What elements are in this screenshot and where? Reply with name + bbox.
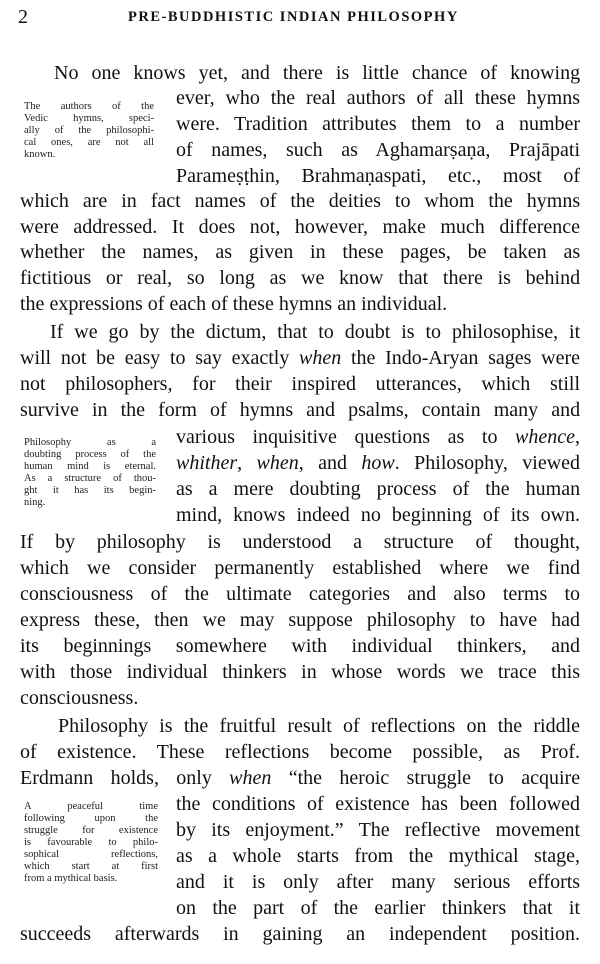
text-line: as a mere doubting process of the human [176,478,581,500]
text-line: succeeds afterwards in gaining an independent position. [20,923,581,945]
sidenote-line: cal ones, are not all [24,137,154,148]
text-line: were addressed. It does not, however, make much difference [20,216,581,238]
text-line: consciousness of the ultimate categories and also terms to [20,583,581,605]
sidenote [24,437,156,509]
text-line: which we consider permanently established where we find [20,557,580,579]
sidenote-line: Philosophy as a [24,437,156,448]
text-line: which are in fact names of the deities to whom the hymns [20,190,581,212]
text-line: as a whole starts from the mythical stage, [176,845,581,867]
running-head: PRE-BUDDHISTIC INDIAN PHILOSOPHY [128,9,459,25]
sidenote-line: ning. [24,497,46,508]
text-line: were. Tradition attributes them to a number [176,113,581,135]
text-line: on the part of the earlier thinkers that it [176,897,581,919]
text-line: whether the names, as given in these pages, be taken as [20,241,581,263]
sidenote [24,101,154,161]
text-line: Parameṣṭhin, Brahmaṇaspati, etc., most of [176,165,581,187]
sidenote-line: A peaceful time [24,801,158,812]
text-line: and it is only after many serious efforts [176,871,581,893]
text-line: of existence. These reflections become possible, as Prof. [20,741,581,763]
sidenote-line: struggle for existence [24,825,158,836]
text-line: survive in the form of hymns and psalms, contain many and [20,399,581,421]
page-number: 2 [18,6,28,28]
sidenote-line: is favourable to philo- [24,837,158,848]
sidenote-line: ght it has its begin- [24,485,156,496]
text-line: the conditions of existence has been followed [176,793,581,815]
text-line: will not be easy to say exactly when the Indo-Aryan sages were [20,347,580,369]
text-line: not philosophers, for their inspired utterances, which still [20,373,580,395]
text-line: by its enjoyment.” The reflective movement [176,819,581,841]
text-line: mind, knows indeed no beginning of its own. [176,504,581,526]
text-line: with those individual thinkers in whose words we trace this [20,661,581,683]
sidenote [24,801,158,885]
text-line: No one knows yet, and there is little chance of knowing [54,62,581,84]
text-line: its beginnings somewhere with individual thinkers, and [20,635,581,657]
sidenote-line: from a mythical basis. [24,873,118,884]
sidenote-line: Vedic hymns, speci- [24,113,154,124]
text-line: ever, who the real authors of all these hymns [176,87,580,109]
text-line: express these, then we may suppose philosophy to have had [20,609,580,631]
sidenote-line: sophical reflections, [24,849,158,860]
text-line: If by philosophy is understood a structure of thought, [20,531,581,553]
text-line: Erdmann holds, only when “the heroic struggle to acquire [20,767,581,789]
sidenote-line: The authors of the [24,101,154,112]
text-line: consciousness. [20,687,139,709]
sidenote-line: which start at first [24,861,158,872]
text-line: fictitious or real, so long as we know that there is behind [20,267,581,289]
text-line: various inquisitive questions as to whence, [176,426,581,448]
sidenote-line: ally of the philosophi- [24,125,154,136]
sidenote-line: As a structure of thou- [24,473,156,484]
sidenote-line: known. [24,149,56,160]
text-line: Philosophy is the fruitful result of reflections on the riddle [58,715,581,737]
text-line: the expressions of each of these hymns an individual. [20,293,448,315]
text-line: whither, when, and how. Philosophy, viewed [176,452,581,474]
sidenote-line: following upon the [24,813,158,824]
text-line: If we go by the dictum, that to doubt is to philosophise, it [50,321,581,343]
text-line: of names, such as Aghamarṣaṇa, Prajāpati [176,139,581,161]
sidenote-line: doubting process of the [24,449,156,460]
sidenote-line: human mind is eternal. [24,461,156,472]
